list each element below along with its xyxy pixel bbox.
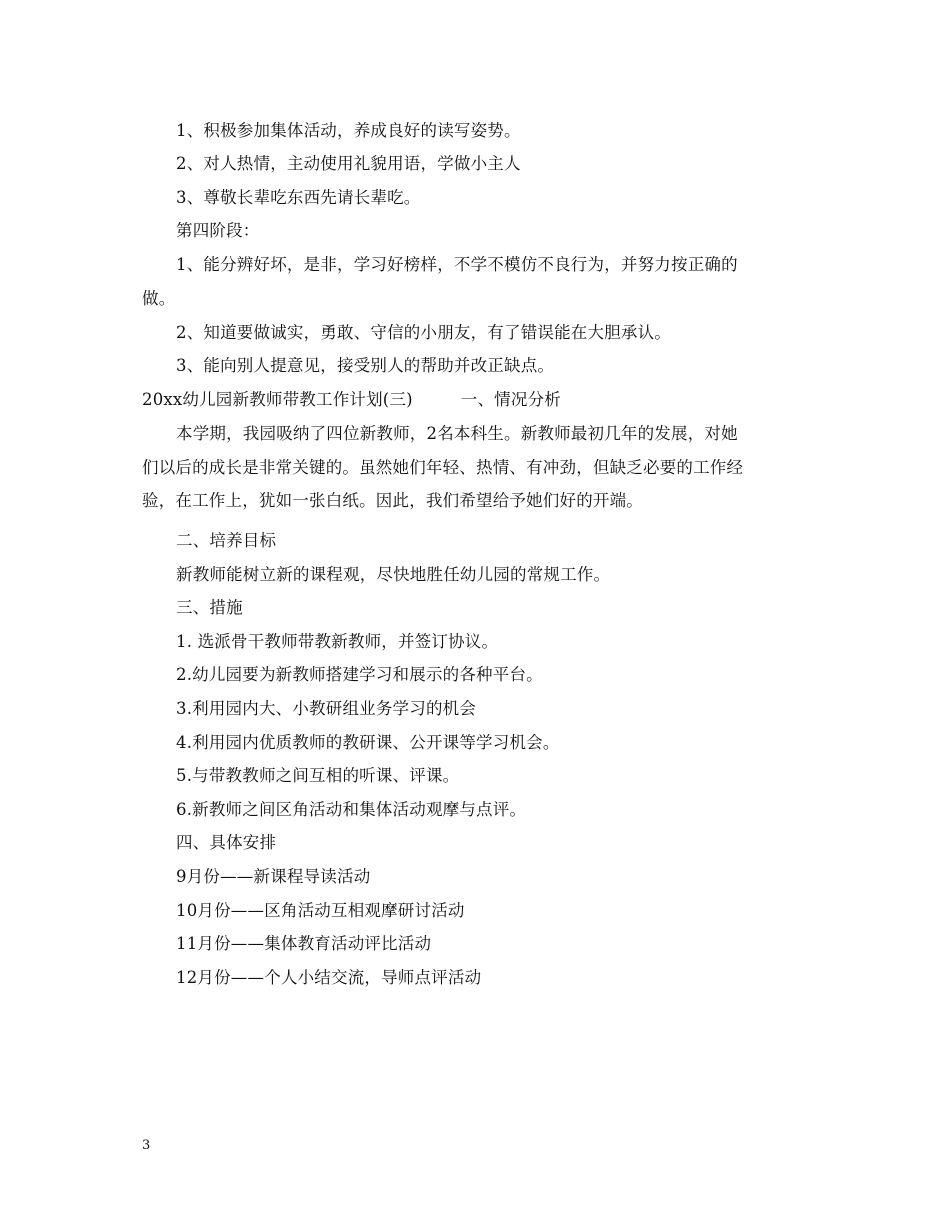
- paragraph-line: 本学期，我园吸纳了四位新教师，2名本科生。新教师最初几年的发展，对她: [176, 424, 738, 443]
- schedule-item: 9月份——新课程导读活动: [176, 867, 371, 886]
- list-item: 4.利用园内优质教师的教研课、公开课等学习机会。: [176, 733, 560, 752]
- paragraph-line: 2、对人热情，主动使用礼貌用语，学做小主人: [176, 154, 521, 173]
- paragraph-line: 新教师能树立新的课程观，尽快地胜任幼儿园的常规工作。: [176, 565, 611, 584]
- section-heading-line: [142, 390, 561, 410]
- section-heading: 二、培养目标: [176, 531, 277, 550]
- paragraph-line: 2、知道要做诚实，勇敢、守信的小朋友，有了错误能在大胆承认。: [176, 323, 671, 342]
- schedule-item: 11月份——集体教育活动评比活动: [176, 934, 432, 953]
- paragraph-line: 3、尊敬长辈吃东西先请长辈吃。: [176, 188, 421, 207]
- list-item: 3.利用园内大、小教研组业务学习的机会: [176, 699, 477, 718]
- paragraph-line: 3、能向别人提意见，接受别人的帮助并改正缺点。: [176, 356, 555, 375]
- paragraph-line: 验，在工作上，犹如一张白纸。因此，我们希望给予她们好的开端。: [142, 491, 643, 510]
- list-item: 5.与带教教师之间互相的听课、评课。: [176, 766, 460, 785]
- list-item: 6.新教师之间区角活动和集体活动观摩与点评。: [176, 800, 527, 819]
- paragraph-line: 做。: [142, 289, 176, 308]
- paragraph-line: 1、能分辨好坏，是非，学习好榜样，不学不模仿不良行为，并努力按正确的: [176, 255, 738, 274]
- list-item: 2.幼儿园要为新教师搭建学习和展示的各种平台。: [176, 665, 543, 684]
- section-title: 一、情况分析: [460, 390, 561, 409]
- section-heading: 三、措施: [176, 598, 243, 617]
- page-number: 3: [142, 1138, 151, 1153]
- schedule-item: 10月份——区角活动互相观摩研讨活动: [176, 901, 465, 920]
- paragraph-line: 们以后的成长是非常关键的。虽然她们年轻、热情、有冲劲，但缺乏必要的工作经: [142, 458, 744, 477]
- plan-title: 20xx幼儿园新教师带教工作计划(三): [142, 390, 413, 409]
- list-item: 1. 选派骨干教师带教新教师，并签订协议。: [176, 632, 499, 651]
- paragraph-line: 1、积极参加集体活动，养成良好的读写姿势。: [176, 121, 521, 140]
- schedule-item: 12月份——个人小结交流，导师点评活动: [176, 968, 482, 987]
- section-heading: 四、具体安排: [176, 833, 277, 852]
- stage-heading: 第四阶段：: [176, 221, 260, 240]
